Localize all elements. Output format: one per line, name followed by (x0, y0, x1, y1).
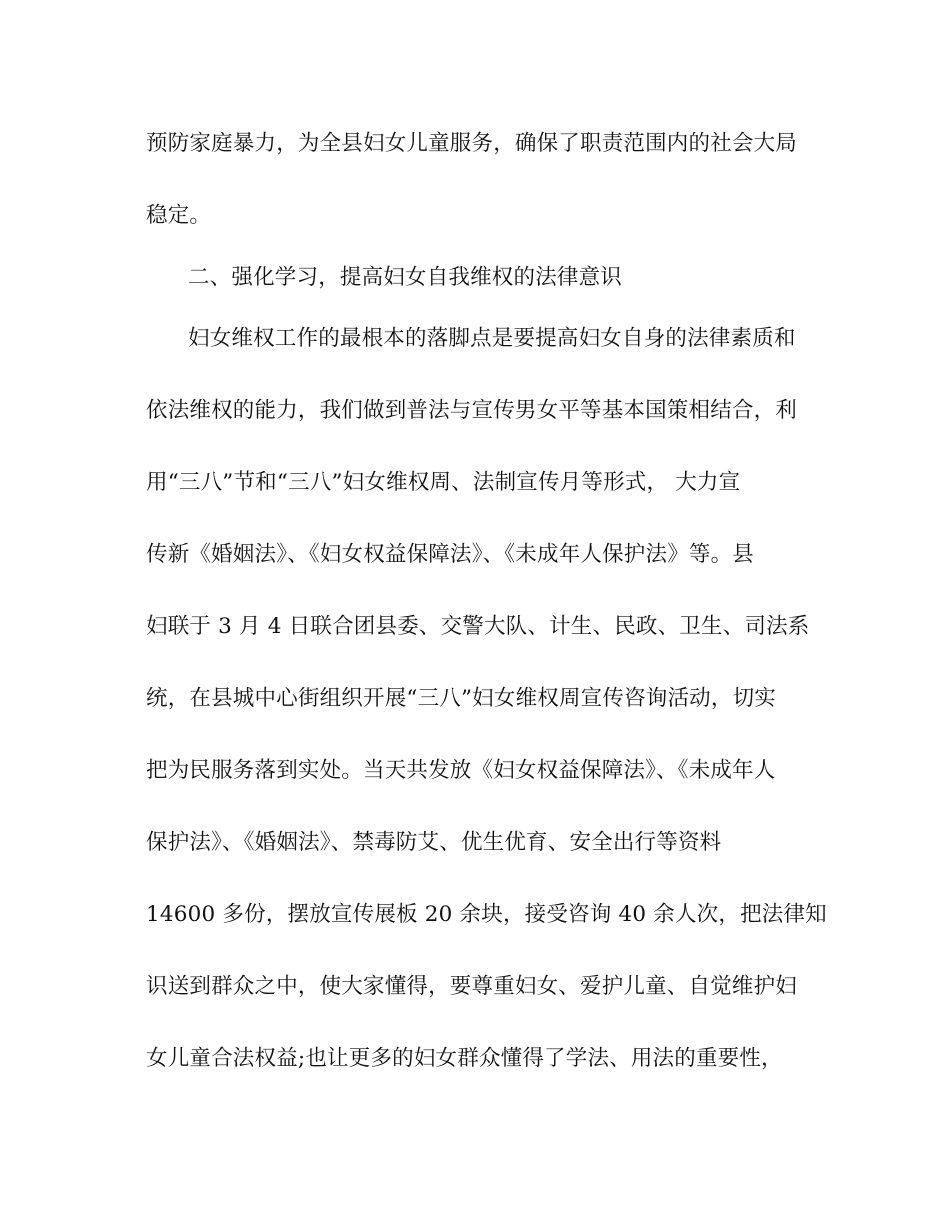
body-text-line: 妇联于 3 月 4 日联合团县委、交警大队、计生、民政、卫生、司法系 (146, 614, 810, 639)
body-text-line: 用“三八”节和“三八”妇女维权周、法制宣传月等形式， 大力宣 (146, 470, 741, 495)
paragraph-first-line: 妇女维权工作的最根本的落脚点是要提高妇女自身的法律素质和 (188, 326, 796, 351)
body-text-line: 识送到群众之中，使大家懂得，要尊重妇女、爱护儿童、自觉维护妇 (146, 974, 798, 999)
section-heading: 二、强化学习，提高妇女自我维权的法律意识 (188, 265, 623, 290)
body-text-line: 14600 多份，摆放宣传展板 20 余块，接受咨询 40 余人次，把法律知 (146, 902, 827, 927)
body-text-line: 依法维权的能力，我们做到普法与宣传男女平等基本国策相结合，利 (146, 398, 798, 423)
body-text-line: 传新《婚姻法》、《妇女权益保障法》、《未成年人保护法》等。县 (146, 542, 755, 567)
body-text-line: 女儿童合法权益;也让更多的妇女群众懂得了学法、用法的重要性， (146, 1046, 783, 1071)
body-text-line: 预防家庭暴力，为全县妇女儿童服务，确保了职责范围内的社会大局 (146, 131, 798, 156)
body-text-line: 把为民服务落到实处。当天共发放《妇女权益保障法》、《未成年人 (146, 758, 776, 783)
body-text-line: 稳定。 (146, 203, 212, 228)
body-text-line: 统，在县城中心街组织开展“三八”妇女维权周宣传咨询活动，切实 (146, 686, 776, 711)
body-text-line: 保护法》、《婚姻法》、禁毒防艾、优生优育、安全出行等资料 (146, 830, 722, 855)
